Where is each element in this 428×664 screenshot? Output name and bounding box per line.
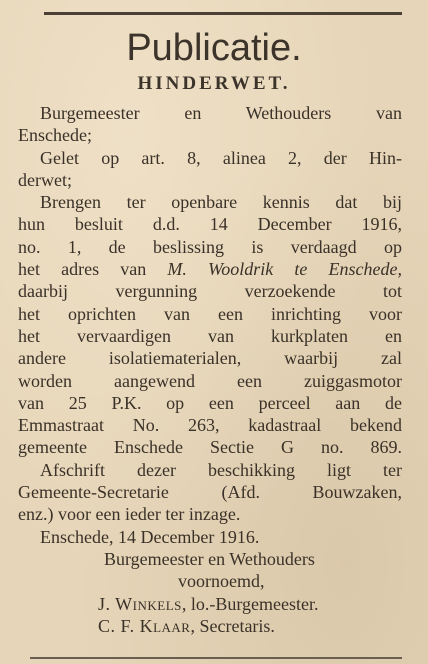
secretary-role: , Secretaris. <box>190 615 275 636</box>
body-line: het vervaardigen van kurkplaten en <box>18 325 402 346</box>
signature-line: voornoemd, <box>178 571 265 592</box>
mayor-role: , lo.-Burgemeester. <box>181 593 319 614</box>
body-text: het adres van <box>18 259 168 280</box>
top-rule <box>44 12 402 15</box>
body-line: worden aangewend een zuiggasmotor <box>18 370 402 391</box>
notice-date: Enschede, 14 December 1916. <box>40 526 260 547</box>
body-line: gemeente Enschede Sectie G no. 869. <box>18 437 402 458</box>
bottom-rule <box>30 657 402 659</box>
body-line <box>18 258 402 280</box>
secretary-name: C. F. Klaar <box>98 615 191 636</box>
body-line: Burgemeester en Wethouders van <box>40 103 402 123</box>
body-line: daarbij vergunning verzoekende tot <box>18 281 402 302</box>
signature-mayor <box>18 593 402 615</box>
page-title: Publicatie. <box>126 27 302 69</box>
body-line: derwet; <box>18 169 72 190</box>
body-line: Enschede; <box>18 125 92 146</box>
body-line: Brengen ter openbare kennis dat bij <box>40 192 402 213</box>
applicant-name: M. Wooldrik te Enschede, <box>167 259 402 280</box>
page-subtitle: HINDERWET. <box>137 73 291 94</box>
body-line: hun besluit d.d. 14 December 1916, <box>18 214 402 235</box>
signature-secretary <box>18 615 402 637</box>
body-line: het oprichten van een inrichting voor <box>18 303 402 324</box>
body-line: no. 1, de beslissing is verdaagd op <box>18 236 402 257</box>
signature-line: Burgemeester en Wethouders <box>104 548 315 569</box>
body-line: andere isolatiematerialen, waarbij zal <box>18 348 402 369</box>
body-line: Gelet op art. 8, alinea 2, der Hin- <box>40 147 402 168</box>
body-line: enz.) voor een ieder ter inzage. <box>18 504 241 525</box>
body-line: Afschrift dezer beschikking ligt ter <box>40 459 402 480</box>
body-line: Emmastraat No. 263, kadastraal bekend <box>18 415 402 436</box>
mayor-name: J. Winkels <box>98 593 182 614</box>
body-line: van 25 P.K. op een perceel aan de <box>18 392 402 413</box>
notice-body <box>18 102 402 637</box>
body-line: Gemeente-Secretarie (Afd. Bouwzaken, <box>18 482 402 503</box>
